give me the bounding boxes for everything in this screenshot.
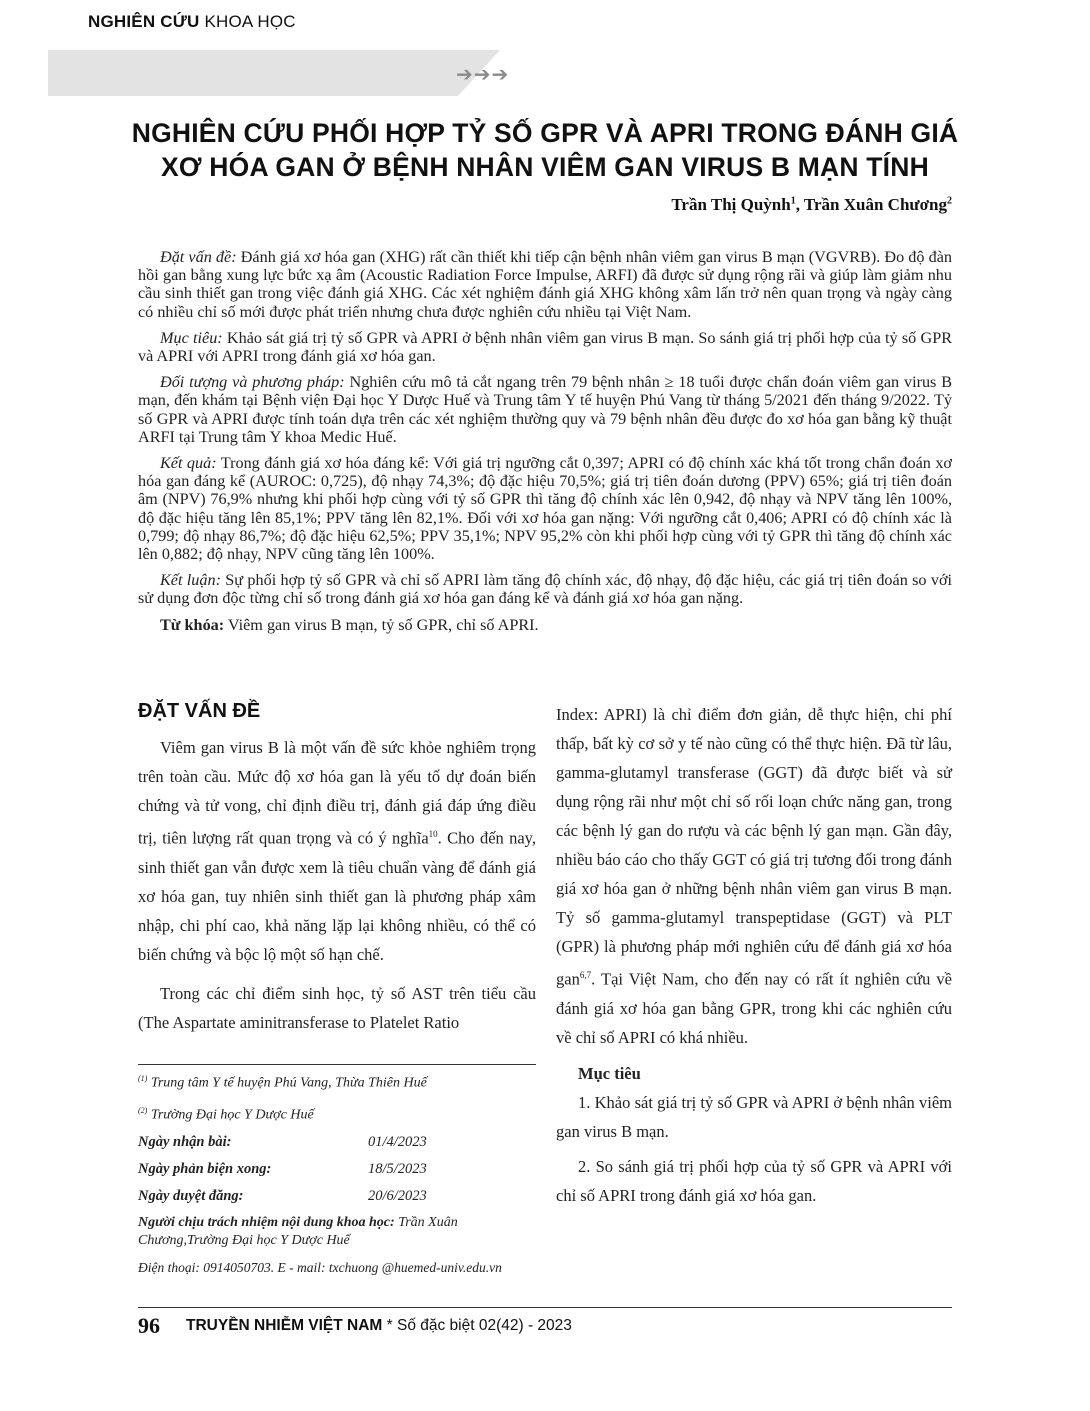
objectives-heading: Mục tiêu — [578, 1063, 641, 1083]
abstract-label: Đối tượng và phương pháp: — [160, 373, 345, 392]
section-label-bold: NGHIÊN CỨU — [88, 12, 200, 31]
citation: 10 — [428, 829, 438, 839]
abstract-label: Kết luận: — [160, 571, 221, 590]
authors — [671, 195, 952, 215]
section-header-bar — [48, 50, 458, 96]
author-2-affiliation: 2 — [947, 195, 952, 207]
abstract-conclusion: Kết luận: Sự phối hợp tỷ số GPR và chỉ số APRI làm tăng độ chính xác, độ nhạy, độ đặc hiệu, các giá trị tiên đoán so với sử dụng đơn độc từng chỉ số trong đánh giá xơ hóa gan đáng kể và đánh giá xơ hóa gan nặng. — [138, 571, 952, 608]
body-column-right — [556, 700, 952, 1210]
abstract-label: Đặt vấn đề: — [160, 248, 237, 266]
author-1-affiliation: 1 — [790, 195, 796, 207]
article-dates — [138, 1133, 536, 1205]
objective-item: 2. So sánh giá trị phối hợp của tỷ số GPR và APRI với chỉ số APRI trong đánh giá xơ hóa gan. — [556, 1156, 952, 1205]
citation: 6,7 — [579, 970, 592, 980]
footnotes — [138, 1070, 536, 1277]
page-number: 96 — [138, 1313, 160, 1338]
affiliation-1: $^{(1)}$ Trung tâm Y tế huyện Phú Vang, Thừa Thiên Huế — [138, 1074, 427, 1091]
section-heading: ĐẶT VẤN ĐỀ — [138, 700, 261, 722]
arrow-decoration-icon: ➔➔➔ — [456, 62, 510, 86]
abstract-methods: Đối tượng và phương pháp: Nghiên cứu mô tả cắt ngang trên 79 bệnh nhân ≥ 18 tuổi được chẩn đoán viêm gan virus B mạn, đến khám tại Bệnh viện Đại học Y Dược Huế và Trung tâm Y tế huyện Phú Vang từ tháng 5/2021 đến tháng 9/2022. Tỷ số GPR và APRI được tính toán dựa trên các xét nghiệm thường quy và 79 bệnh nhân đều được đo xơ hóa gan bằng kỹ thuật ARFI tại Trung tâm Y khoa Medic Huế. — [138, 373, 952, 446]
title-line-1: NGHIÊN CỨU PHỐI HỢP TỶ SỐ GPR VÀ APRI TRONG ĐÁNH GIÁ — [131, 118, 959, 148]
affiliation-2: $^{(2)}$ Trường Đại học Y Dược Huế — [138, 1105, 314, 1123]
abstract-label: Kết quả: — [160, 454, 217, 473]
corresponding-author: Người chịu trách nhiệm nội dung khoa học: Trần Xuân Chương,Trường Đại học Y Dược Huế — [138, 1215, 458, 1249]
contact-info: Điện thoại: 0914050703. E - mail: txchuong @huemed-univ.edu.vn — [138, 1260, 502, 1276]
journal-name: TRUYỀN NHIỄM VIỆT NAM * Số đặc biệt 02(42) - 2023 — [186, 1317, 572, 1334]
title-line-2: XƠ HÓA GAN Ở BỆNH NHÂN VIÊM GAN VIRUS B MẠN TÍNH — [161, 152, 929, 182]
author-1: Trần Thị Quỳnh — [671, 195, 791, 214]
footer-divider — [138, 1307, 952, 1308]
body-paragraph: Viêm gan virus B là một vấn đề sức khỏe nghiêm trọng trên toàn cầu. Mức độ xơ hóa gan là yếu tố dự đoán biến chứng và tử vong, chỉ định điều trị, đánh giá đáp ứng điều trị, tiên lượng rất quan trọng và có ý nghĩa$^{10}$. Cho đến nay, sinh thiết gan vẫn được xem là tiêu chuẩn vàng để đánh giá xơ hóa gan, tuy nhiên sinh thiết gan là phương pháp xâm nhập, chi phí cao, khả năng lặp lại không nhiều, có thể có biến chứng và bộc lộ một số hạn chế. — [138, 738, 536, 964]
author-separator: , — [795, 195, 804, 214]
abstract-background: Đặt vấn đề: Đánh giá xơ hóa gan (XHG) rất cần thiết khi tiếp cận bệnh nhân viêm gan virus B mạn (VGVRB). Đo độ đàn hồi gan bằng xung lực bức xạ âm (Acoustic Radiation Force Impulse, ARFI) đã được sử dụng rộng rãi và giúp làm giảm nhu cầu sinh thiết gan trong việc đánh giá XHG. Các xét nghiệm đánh giá XHG không xâm lấn trở nên quan trọng và ngày càng có nhiều chỉ số mới được phát triển nhưng chưa được nghiên cứu nhiều tại Việt Nam. — [138, 248, 952, 321]
keywords: Từ khóa: Viêm gan virus B mạn, tỷ số GPR, chỉ số APRI. — [160, 615, 539, 634]
body-paragraph: Index: APRI) là chỉ điểm đơn giản, dễ thực hiện, chi phí thấp, bất kỳ cơ sở y tế nào cũng có thể thực hiện. Đã từ lâu, gamma-glutamyl transferase (GGT) đã được biết và sử dụng rộng rãi như một chỉ số rối loạn chức năng gan, trong các bệnh lý gan do rượu và các bệnh lý gan mạn. Gần đây, nhiều báo cáo cho thấy GGT có giá trị tương đối trong đánh giá xơ hóa gan ở những bệnh nhân viêm gan virus B mạn. Tỷ số gamma-glutamyl transpeptidase (GGT) và PLT (GPR) là phương pháp mới nghiên cứu để đánh giá xơ hóa gan$^{6,7}$. Tại Việt Nam, cho đến nay có rất ít nghiên cứu về đánh giá xơ hóa gan bằng GPR, trong khi các nghiên cứu về chỉ số APRI có khá nhiều. — [556, 705, 952, 1047]
section-label — [88, 12, 296, 32]
abstract — [138, 248, 952, 642]
body-paragraph: Trong các chỉ điểm sinh học, tỷ số AST trên tiểu cầu (The Aspartate aminitransferase to Platelet Ratio — [138, 983, 536, 1032]
section-label-light: KHOA HỌC — [204, 12, 296, 31]
keywords-label: Từ khóa: — [160, 615, 225, 634]
date-row-received: Ngày nhận bài: 01/4/2023 — [138, 1134, 427, 1151]
author-2: Trần Xuân Chương — [803, 195, 947, 214]
abstract-objective: Mục tiêu: Khảo sát giá trị tỷ số GPR và APRI ở bệnh nhân viêm gan virus B mạn. So sánh giá trị phối hợp của tỷ số GPR và APRI với APRI trong đánh giá xơ hóa gan. — [138, 328, 952, 366]
abstract-label: Mục tiêu: — [160, 328, 223, 347]
objective-item: 1. Khảo sát giá trị tỷ số GPR và APRI ở bệnh nhân viêm gan virus B mạn. — [556, 1092, 952, 1141]
abstract-results: Kết quả: Trong đánh giá xơ hóa đáng kể: Với giá trị ngưỡng cắt 0,397; APRI có độ chính xác khá tốt trong chẩn đoán xơ hóa gan đáng kể (AUROC: 0,725), độ nhạy 74,3%; độ đặc hiệu 70,5%; giá trị tiên đoán dương (PPV) 65%; giá trị tiên đoán âm (NPV) 76,9% nhưng khi phối hợp cùng với tỷ số GPR thì tăng độ chính xác lên 0,942, độ nhạy và NPV tăng lên 100%, độ đặc hiệu tăng lên 85,1%; PPV tăng lên 82,1%. Đối với xơ hóa gan nặng: Với ngưỡng cắt 0,406; APRI có độ chính xác là 0,799; độ nhạy 86,7%; độ đặc hiệu 62,5%; PPV 35,1%; NPV 95,2% còn khi phối hợp cùng với tỷ GPR thì tăng độ chính xác lên 0,882; độ nhạy, NPV cũng tăng lên 100%. — [138, 454, 952, 564]
date-row-accepted: Ngày duyệt đăng: 20/6/2023 — [138, 1188, 427, 1205]
article-title — [60, 116, 1030, 184]
date-row-reviewed: Ngày phản biện xong: 18/5/2023 — [138, 1161, 427, 1178]
body-column-left — [138, 700, 536, 1037]
footnote-divider — [138, 1064, 536, 1065]
